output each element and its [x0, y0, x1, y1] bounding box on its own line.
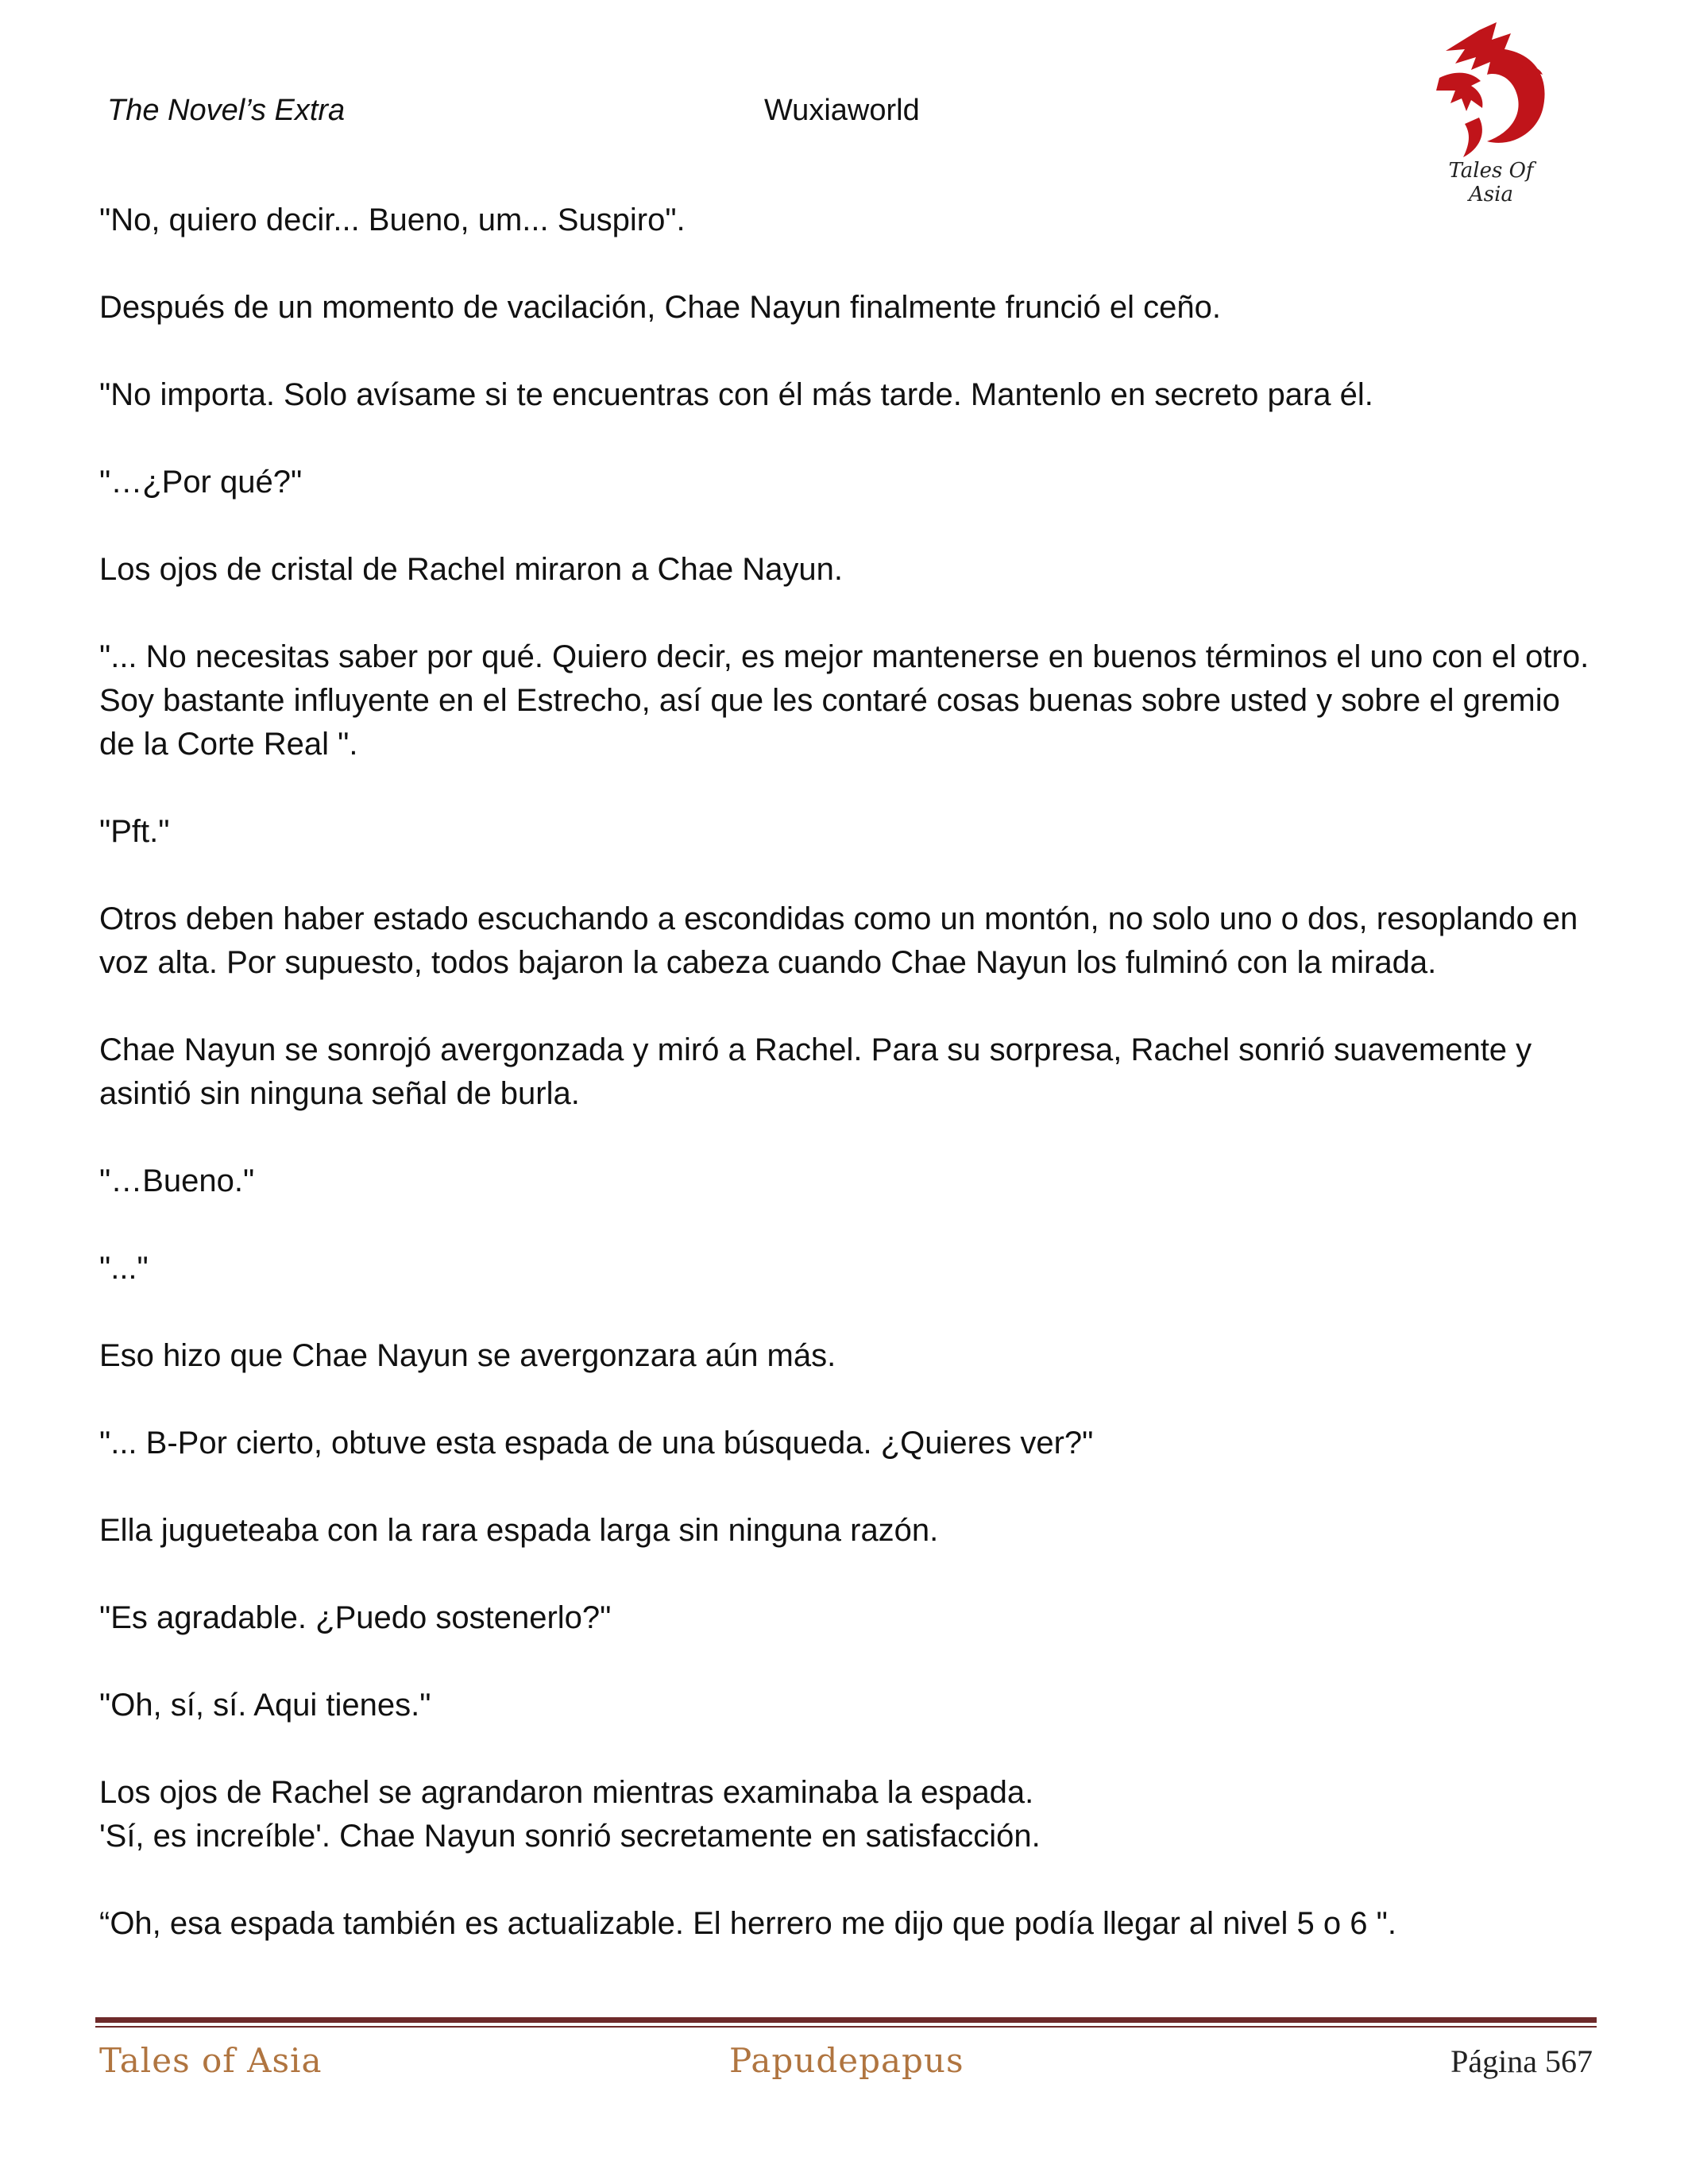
- paragraph: 'Sí, es increíble'. Chae Nayun sonrió secretamente en satisfacción.: [99, 1819, 1041, 1854]
- footer-publisher: Tales of Asia: [99, 2041, 323, 2080]
- paragraph: “Oh, esa espada también es actualizable. El herrero me dijo que podía llegar al nivel 5 o 6 ".: [99, 1906, 1396, 1941]
- paragraph: "No, quiero decir... Bueno, um... Suspiro".: [99, 203, 686, 237]
- page-body: [99, 199, 1593, 1989]
- paragraph: Después de un momento de vacilación, Chae Nayun finalmente frunció el ceño.: [99, 290, 1221, 325]
- paragraph: Los ojos de Rachel se agrandaron mientras examinaba la espada.: [99, 1775, 1034, 1810]
- paragraph: Eso hizo que Chae Nayun se avergonzara aún más.: [99, 1338, 836, 1373]
- red-dragon-icon: [1423, 22, 1559, 165]
- paragraph: Los ojos de cristal de Rachel miraron a Chae Nayun.: [99, 552, 844, 587]
- paragraph: Ella jugueteaba con la rara espada larga sin ninguna razón.: [99, 1513, 939, 1548]
- paragraph: "…¿Por qué?": [99, 465, 303, 500]
- paragraph: "Pft.": [99, 814, 170, 849]
- paragraph: "No importa. Solo avísame si te encuentras con él más tarde. Mantenlo en secreto para él.: [99, 377, 1373, 412]
- paragraph: "Es agradable. ¿Puedo sostenerlo?": [99, 1600, 612, 1635]
- page-number: Página 567: [1450, 2043, 1593, 2079]
- footer-translator: Papudepapus: [729, 2041, 964, 2080]
- paragraph: "Oh, sí, sí. Aqui tienes.": [99, 1688, 431, 1723]
- paragraph: "…Bueno.": [99, 1163, 255, 1198]
- tales-of-asia-logo: [1423, 22, 1559, 206]
- paragraph: "...": [99, 1251, 149, 1286]
- book-title: The Novel’s Extra: [107, 94, 346, 127]
- paragraph: "... B-Por cierto, obtuve esta espada de una búsqueda. ¿Quieres ver?": [99, 1426, 1094, 1461]
- logo-text: Tales Of Asia: [1448, 159, 1534, 206]
- paragraph: "... No necesitas saber por qué. Quiero decir, es mejor mantenerse en buenos términos el uno con el otro. Soy bastante influyente en el Estrecho, así que les contaré cosas buenas sobre usted y sobre el gremio de la Corte Real ".: [99, 639, 1590, 762]
- paragraph: Chae Nayun se sonrojó avergonzada y miró a Rachel. Para su sorpresa, Rachel sonrió suavemente y asintió sin ninguna señal de burla.: [99, 1032, 1532, 1111]
- footer-rule-thick: [95, 2017, 1597, 2023]
- footer-rule-thin: [95, 2026, 1597, 2028]
- paragraph: Otros deben haber estado escuchando a escondidas como un montón, no solo uno o dos, resoplando en voz alta. Por supuesto, todos bajaron la cabeza cuando Chae Nayun los fulminó con la mirada.: [99, 901, 1578, 980]
- site-name: Wuxiaworld: [764, 94, 920, 127]
